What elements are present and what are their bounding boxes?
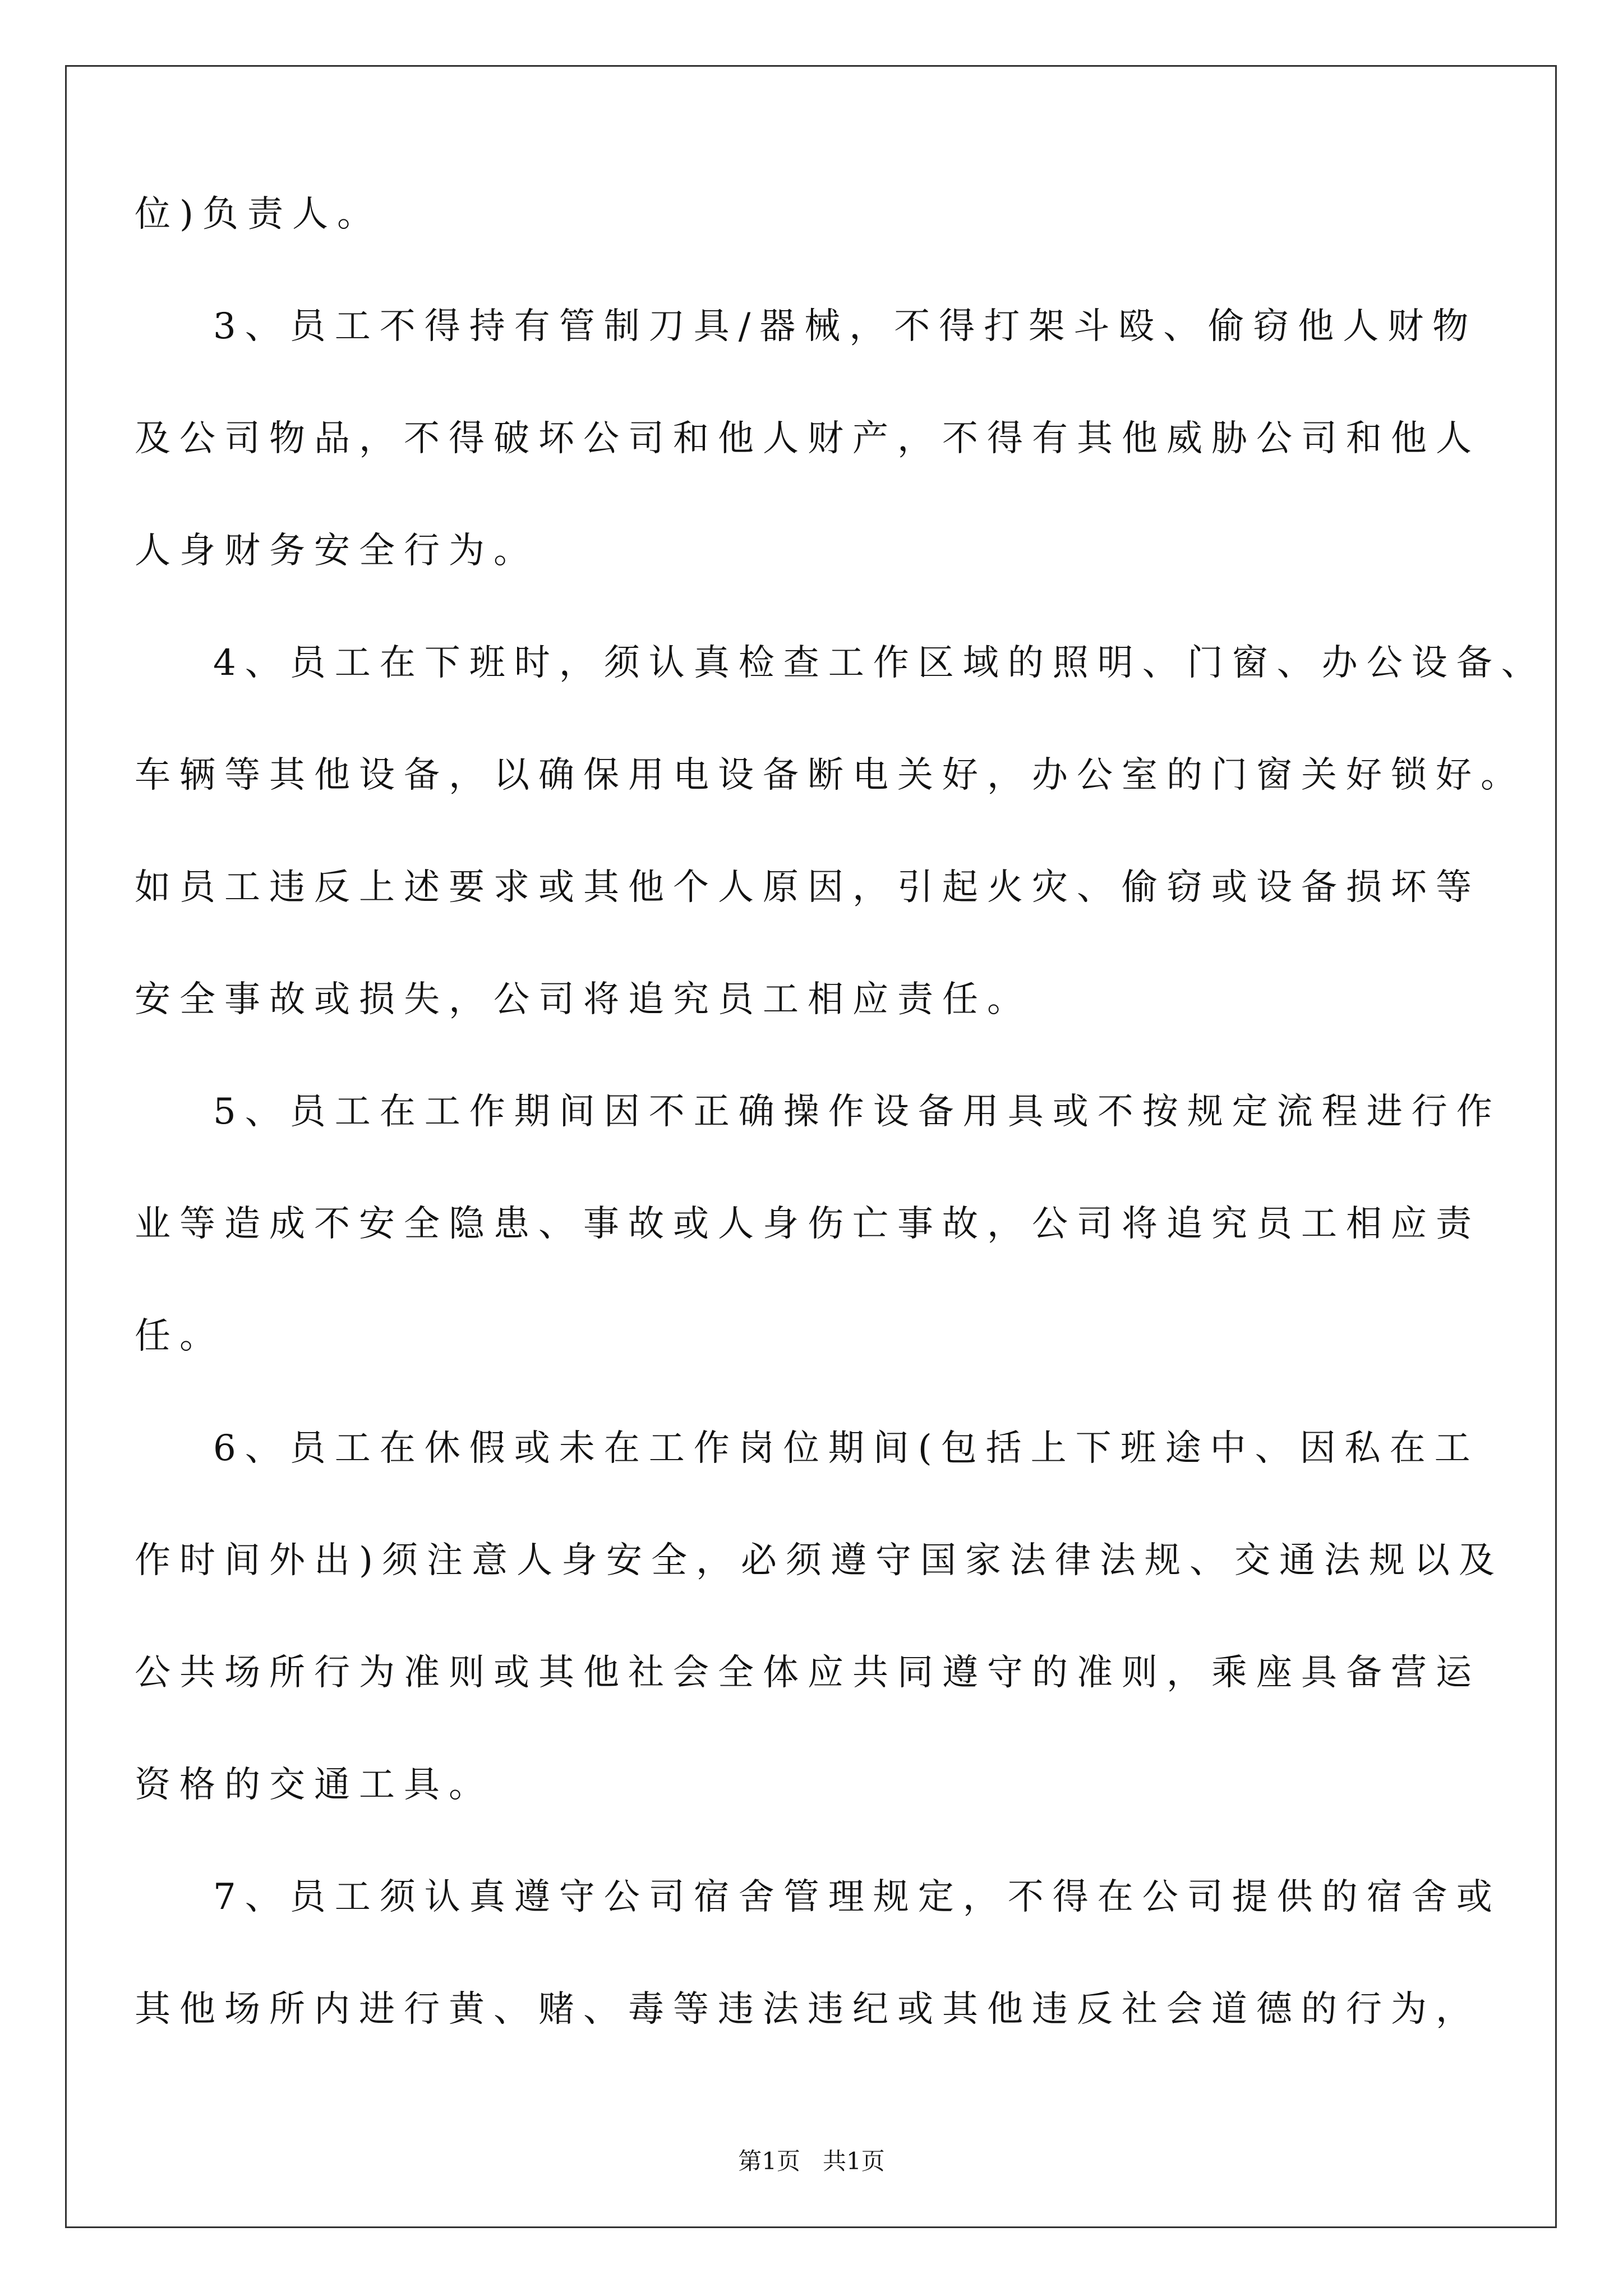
text-line: 7、员工须认真遵守公司宿舍管理规定，不得在公司提供的宿舍或 <box>213 1876 1501 1918</box>
text-line: 车辆等其他设备，以确保用电设备断电关好，办公室的门窗关好锁好。 <box>135 754 1525 796</box>
text-line: 4、员工在下班时，须认真检查工作区域的照明、门窗、办公设备、 <box>213 642 1546 684</box>
text-line: 如员工违反上述要求或其他个人原因，引起火灾、偷窃或设备损坏等 <box>135 867 1481 908</box>
text-line: 及公司物品，不得破坏公司和他人财产，不得有其他威胁公司和他人 <box>135 418 1481 459</box>
text-line: 资格的交通工具。 <box>135 1764 494 1806</box>
text-line: 业等造成不安全隐患、事故或人身伤亡事故，公司将追究员工相应责 <box>135 1203 1481 1245</box>
text-line: 6、员工在休假或未在工作岗位期间(包括上下班途中、因私在工 <box>213 1428 1479 1469</box>
text-line: 安全事故或损失，公司将追究员工相应责任。 <box>135 979 1032 1020</box>
text-line: 其他场所内进行黄、赌、毒等违法违纪或其他违反社会道德的行为， <box>135 1989 1481 2030</box>
text-line: 公共场所行为准则或其他社会全体应共同遵守的准则，乘座具备营运 <box>135 1652 1481 1694</box>
text-line: 5、员工在工作期间因不正确操作设备用具或不按规定流程进行作 <box>213 1091 1501 1133</box>
text-line: 作时间外出)须注意人身安全，必须遵守国家法律法规、交通法规以及 <box>135 1540 1504 1581</box>
text-line: 任。 <box>135 1315 224 1357</box>
text-line: 位)负责人。 <box>135 194 382 235</box>
text-line: 3、员工不得持有管制刀具/器械，不得打架斗殴、偷窃他人财物 <box>213 306 1478 347</box>
text-line: 人身财务安全行为。 <box>135 530 538 572</box>
page-footer: 第1页 共1页 <box>738 2147 885 2175</box>
